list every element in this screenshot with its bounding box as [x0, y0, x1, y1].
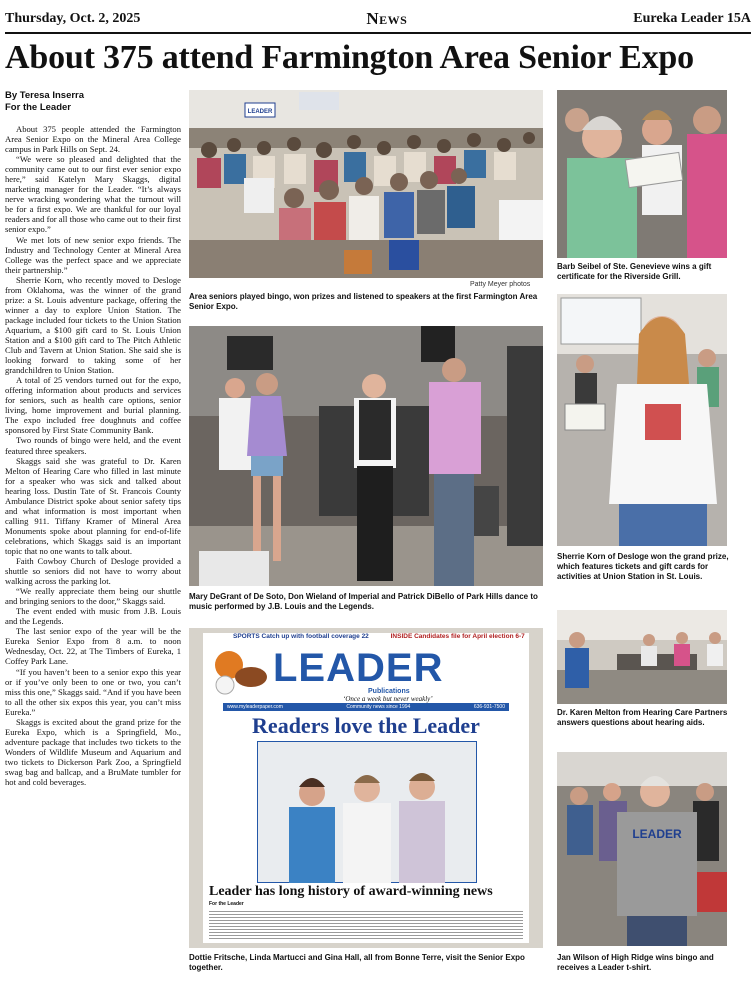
- inside-teaser: INSIDE Candidates file for April election 6-7: [390, 633, 525, 640]
- paragraph: “If you haven’t been to a senior expo this year or if you’ve only been to one or two, you can’t miss this one,” Skaggs said. “And if you have been to all the other six expos this year, you can’t miss Eureka.”: [5, 666, 181, 717]
- paragraph: The last senior expo of the year will be the Eureka Senior Expo from 8 a.m. to noon Wednesday, Oct. 22, at The Timbers of Eureka, 1 Coffey Park Lane.: [5, 626, 181, 667]
- page-header: [5, 8, 751, 30]
- barb-caption: Barb Seibel of Ste. Genevieve wins a gift certificate for the Riverside Grill.: [557, 262, 712, 281]
- headline: About 375 attend Farmington Area Senior Expo: [5, 39, 694, 76]
- leader-slogan: ‘Once a week but never weakly’: [343, 695, 433, 703]
- shirt-logo-text: LEADER: [632, 827, 682, 841]
- paragraph: Skaggs said she was grateful to Dr. Karen Melton of Hearing Care who filled in last minute for a speaker who was sick and talked about hearing loss. Dustin Tate of St. Francois County Ambulance District spoke about senior safety tips and what information is most important when calling 911. Tiffany Kramer of Mineral Area Monuments spoke about planning for end-of-life celebrations, which Skaggs said is an important topic that no one wants to talk about.: [5, 455, 181, 556]
- leader-publications: Publications: [368, 688, 410, 695]
- bingo-crowd-photo: [189, 90, 543, 278]
- byline-affiliation: For the Leader: [5, 102, 71, 113]
- leader-front-page-board: [203, 633, 529, 943]
- sports-balls-icon: [211, 647, 271, 697]
- publication-page: Eureka Leader 15A: [633, 11, 751, 26]
- paragraph: “We were so pleased and delighted that the community came out to our first ever senior expo here,” said Katelyn Mary Skaggs, digital marketing manager for the Leader. “It’s always nerve wracking wondering what the turnout will be for a first expo. We are thankful for our loyal readers and for all those who came out to their first senior expo.”: [5, 154, 181, 235]
- jan-caption: Jan Wilson of High Ridge wins bingo and receives a Leader t-shirt.: [557, 953, 714, 972]
- byline-author: By Teresa Inserra: [5, 90, 85, 101]
- article-body: [5, 124, 181, 787]
- leader-info-bar: [223, 703, 509, 711]
- leader-phone: 636-931-7500: [473, 704, 505, 710]
- board-history-byline: For the Leader: [209, 901, 244, 907]
- jan-photo: [557, 752, 727, 946]
- leader-board-photo: [189, 628, 543, 948]
- leader-website: www.myleaderpaper.com: [227, 704, 283, 710]
- leader-board-caption: Dottie Fritsche, Linda Martucci and Gina Hall, all from Bonne Terre, visit the Senior Expo together.: [189, 953, 525, 972]
- paragraph: A total of 25 vendors turned out for the expo, offering information about products and services for seniors, such as health care options, senior living, home improvement and burial planning. The expo included free doughnuts and coffee sponsored by First State Community Bank.: [5, 375, 181, 436]
- paragraph: About 375 people attended the Farmington Area Senior Expo on the Mineral Area College campus in Park Hills on Sept. 24.: [5, 124, 181, 155]
- paragraph: Faith Cowboy Church of Desloge provided a shuttle so seniors did not have to worry about walking across the parking lot.: [5, 556, 181, 587]
- paragraph: The event ended with music from J.B. Louis and the Legends.: [5, 606, 181, 627]
- dance-caption: Mary DeGrant of De Soto, Don Wieland of Imperial and Patrick DiBello of Park Hills dance to music performed by J.B. Louis and the Legends.: [189, 592, 538, 611]
- byline: [5, 90, 180, 114]
- front-page-teasers: [203, 633, 529, 644]
- photo-credit: Patty Meyer photos: [470, 281, 531, 288]
- sports-teaser: SPORTS Catch up with football coverage 22: [233, 633, 369, 640]
- issue-date: Thursday, Oct. 2, 2025: [5, 11, 141, 26]
- board-history-headline: Leader has long history of award-winning news: [209, 884, 493, 899]
- leader-nameplate: LEADER: [273, 646, 444, 690]
- paragraph: “We really appreciate them being our shuttle and bringing seniors to the door,” Skaggs said.: [5, 586, 181, 607]
- karen-photo: [557, 610, 727, 704]
- karen-caption: Dr. Karen Melton from Hearing Care Partners answers questions about hearing aids.: [557, 708, 728, 727]
- paragraph: We met lots of new senior expo friends. The Industry and Technology Center at Mineral Area College was the perfect space and we appreciate their partnership.”: [5, 234, 181, 275]
- barb-photo: [557, 90, 727, 258]
- paragraph: Two rounds of bingo were held, and the event featured three speakers.: [5, 435, 181, 456]
- three-women-photo: [257, 741, 477, 883]
- sherrie-caption: Sherrie Korn of Desloge won the grand prize, which features tickets and gift cards for activities at Union Station in St. Louis.: [557, 552, 729, 581]
- board-body-text: [209, 909, 523, 939]
- paragraph: Skaggs is excited about the grand prize for the Eureka Expo, which is a Springfield, Mo., adventure package that includes two tickets to the Wonders of Wildlife Museum and Aquarium and two tickets to Dickerson Park Zoo, a Springfield swag bag and ballcap, and a BruMate tumbler for hot and cold beverages.: [5, 716, 181, 788]
- section-name: News: [366, 9, 408, 28]
- dance-photo: [189, 326, 543, 586]
- board-banner: Readers love the Leader: [252, 713, 480, 738]
- paragraph: Sherrie Korn, who recently moved to Desloge from Oklahoma, was the winner of the grand prize: a St. Louis adventure package, offering the winner a day to explore Union Station. The package included four tickets to the Union Station Aquarium, a $100 gift card to St. Louis Union Station and a $100 gift card to The Pitch Athletic Club and Tavern at Union Station. She said she is looking forward to taking some of her grandchildren to Union Station.: [5, 274, 181, 376]
- leader-sign-text: LEADER: [247, 109, 273, 115]
- bingo-caption: Area seniors played bingo, won prizes and listened to speakers at the first Farmington Area Senior Expo.: [189, 292, 538, 311]
- sherrie-photo: [557, 294, 727, 546]
- leader-serving: Community news since 1994: [346, 704, 411, 710]
- header-rule: [5, 32, 751, 34]
